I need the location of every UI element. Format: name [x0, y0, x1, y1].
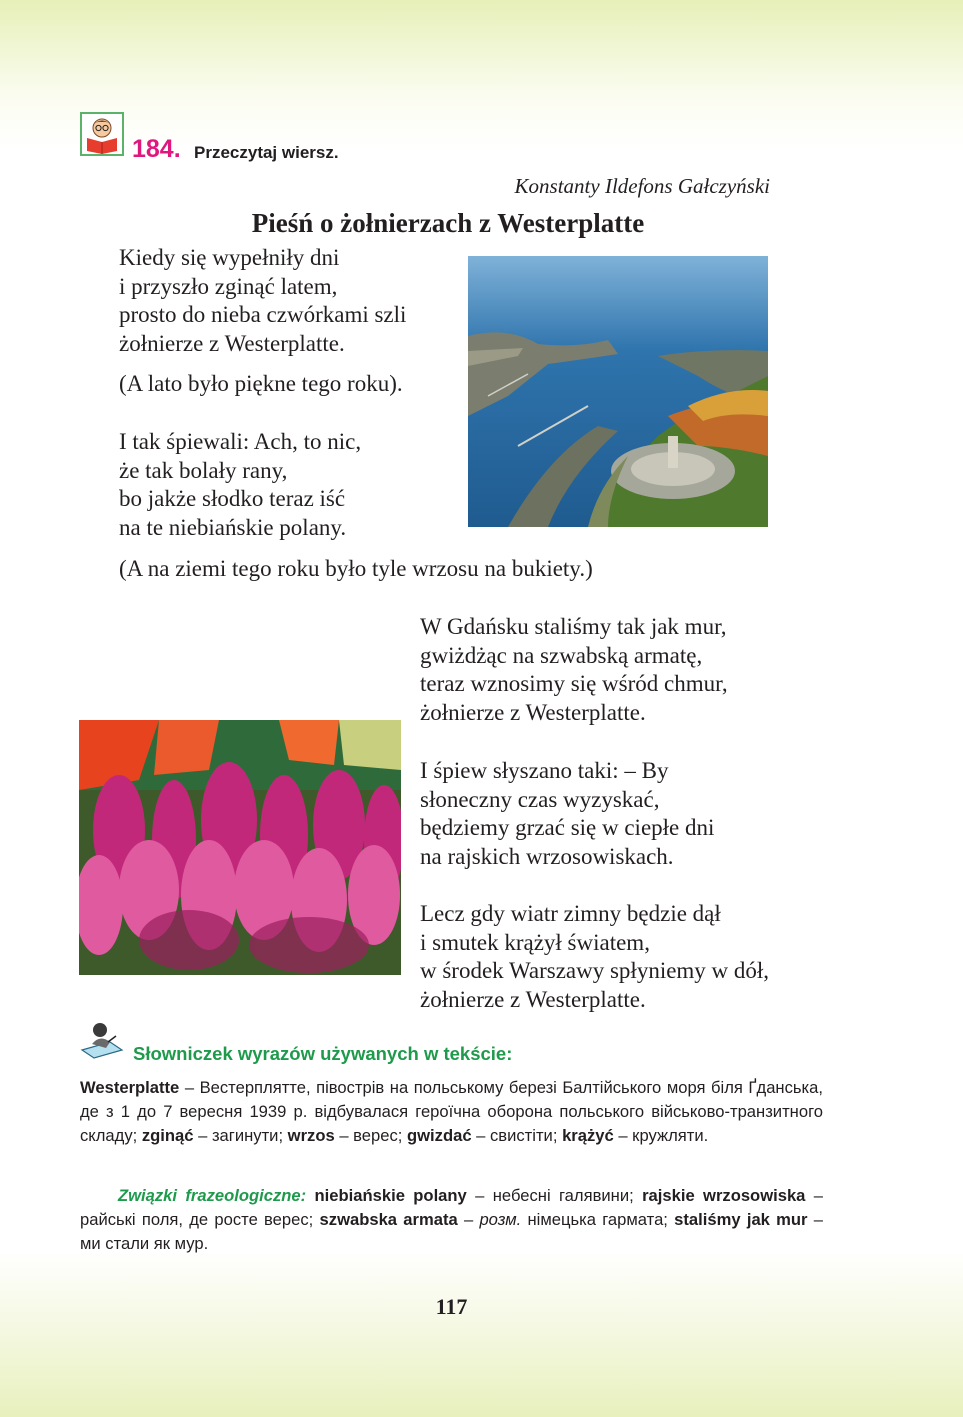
glossary-term: szwabska armata: [319, 1210, 458, 1230]
task-number: 184.: [132, 135, 181, 163]
glossary-definition: – свистіти;: [471, 1126, 563, 1146]
glossary-abbreviation: розм.: [479, 1210, 522, 1230]
task-instruction: Przeczytaj wiersz.: [194, 143, 339, 162]
poem-line: gwiżdżąc na szwabską armatę,: [420, 642, 703, 668]
glossary-definition: німецька гармата;: [521, 1210, 675, 1230]
poem-line: Kiedy się wypełniły dni: [119, 245, 340, 270]
poem-refrain-2: (A na ziemi tego roku było tyle wrzosu na bukiety.): [119, 556, 593, 581]
phraseology-label: Związki frazeologiczne:: [118, 1186, 307, 1205]
glossary-term: wrzos: [287, 1126, 335, 1146]
poem-line: bo jakże słodko teraz iść: [119, 486, 346, 512]
poem-stanza-5: [420, 900, 769, 1014]
glossary-term: Westerplatte: [80, 1078, 180, 1097]
poem-line: teraz wznosimy się wśród chmur,: [420, 671, 728, 697]
writing-student-icon: [80, 1020, 124, 1060]
poem-stanza-1: [119, 244, 406, 358]
glossary-term: niebiańskie polany: [314, 1186, 467, 1205]
poem-line: prosto do nieba czwórkami szli: [119, 302, 407, 328]
reading-child-icon: [80, 112, 124, 156]
phraseology-entries: [80, 1184, 823, 1257]
glossary-definition: – небесні галявини;: [466, 1186, 643, 1205]
poem-line: żołnierze z Westerplatte.: [119, 330, 345, 356]
poem-line: Lecz gdy wiatr zimny będzie dął: [420, 901, 721, 926]
poem-line: żołnierze z Westerplatte.: [420, 986, 646, 1012]
page-number: 117: [435, 1294, 468, 1319]
poem-author: Konstanty Ildefons Gałczyński: [514, 174, 770, 198]
poem-line: żołnierze z Westerplatte.: [420, 699, 646, 725]
poem-stanza-2: [119, 428, 361, 542]
glossary-dash: –: [457, 1210, 480, 1230]
glossary-definition: – кружляти.: [613, 1126, 709, 1146]
poem-line: I tak śpiewali: Ach, to nic,: [119, 429, 362, 454]
poem-title: Pieśń o żołnierzach z Westerplatte: [251, 208, 645, 238]
glossary-title: Słowniczek wyrazów używanych w tekście:: [133, 1043, 513, 1064]
glossary-term: staliśmy jak mur: [674, 1210, 808, 1230]
poem-line: będziemy grzać się w ciepłe dni: [420, 815, 715, 841]
glossary-term: zginąć: [141, 1126, 194, 1146]
heather-photo: [79, 720, 401, 975]
glossary-definition: – Вестерплятте, півострів на польському березі Балтійського моря біля Ґданська, де з 1 до 7 вересня 1939 р. відбувалася героїчна оборона польського військово-транзитного складу;: [80, 1078, 823, 1146]
poem-line: na rajskich wrzosowiskach.: [420, 843, 674, 869]
poem-line: I śpiew słyszano taki: – By: [420, 758, 669, 783]
poem-line: W Gdańsku staliśmy tak jak mur,: [420, 614, 727, 639]
glossary-definition: – верес;: [334, 1126, 407, 1146]
glossary-term: rajskie wrzosowiska: [642, 1186, 806, 1205]
poem-refrain-1: (A lato było piękne tego roku).: [119, 371, 403, 396]
glossary-entries: [80, 1076, 823, 1149]
glossary-definition: – загинути;: [193, 1126, 288, 1146]
poem-line: na te niebiańskie polany.: [119, 514, 347, 540]
glossary-term: krążyć: [562, 1126, 614, 1146]
poem-line: i przyszło zginąć latem,: [119, 273, 338, 299]
glossary-definition: – райські поля, де росте верес;: [80, 1186, 823, 1230]
glossary-definition: – ми стали як мур.: [80, 1210, 823, 1254]
glossary-term: gwizdać: [407, 1126, 472, 1146]
poem-line: słoneczny czas wyzyskać,: [420, 786, 660, 812]
poem-line: że tak bolały rany,: [119, 457, 288, 483]
poem-stanza-4: [420, 757, 714, 871]
poem-stanza-3: [420, 613, 728, 727]
poem-line: i smutek krążył światem,: [420, 929, 650, 955]
westerplatte-photo: [468, 256, 768, 527]
poem-line: w środek Warszawy spłyniemy w dół,: [420, 958, 770, 984]
